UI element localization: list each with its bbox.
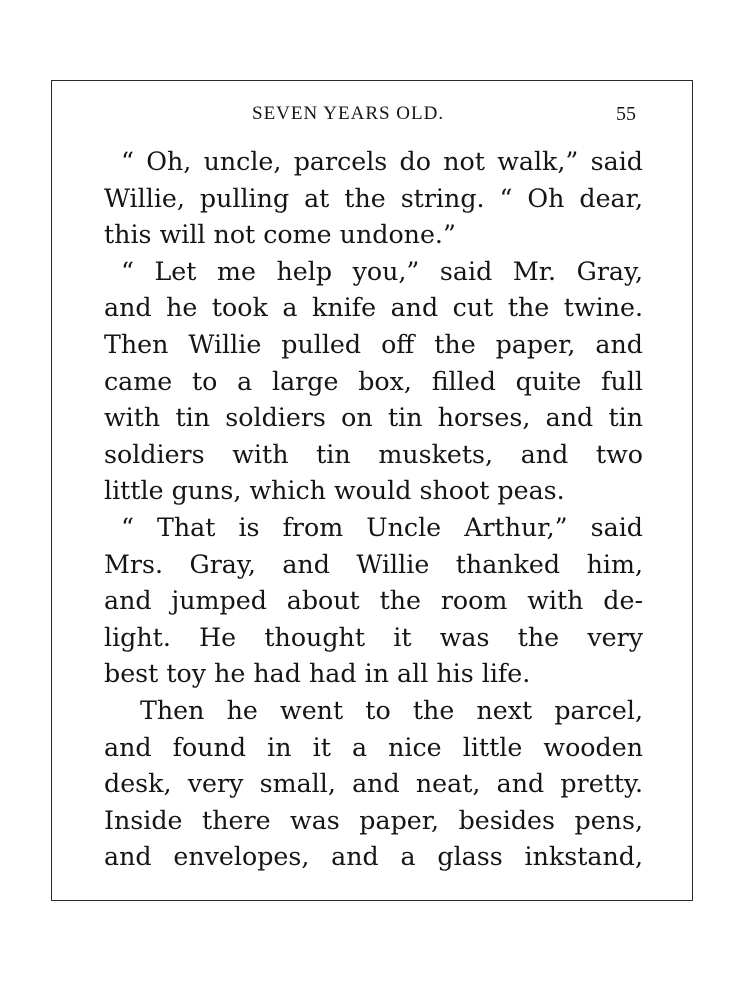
text-line: little guns, which would shoot peas.: [104, 476, 565, 506]
text-line: Then Willie pulled off the paper, and: [104, 329, 643, 359]
text-line: and found in it a nice little wooden: [104, 732, 643, 762]
text-line: “ That is from Uncle Arthur,” said: [121, 512, 643, 542]
text-line: “ Oh, uncle, parcels do not walk,” said: [121, 147, 643, 176]
paragraph: [104, 693, 643, 876]
paragraph: [104, 254, 643, 510]
paragraph: [104, 510, 643, 693]
text-line: best toy he had had in all his life.: [104, 659, 531, 689]
body-text: [104, 144, 643, 876]
text-line: this will not come undone.”: [104, 220, 456, 250]
text-line: soldiers with tin muskets, and two: [104, 439, 643, 469]
text-line: came to a large box, filled quite full: [104, 366, 643, 396]
running-title: SEVEN YEARS OLD.: [252, 103, 445, 124]
text-line: “ Let me help you,” said Mr. Gray,: [121, 256, 643, 286]
text-line: and envelopes, and a glass inkstand,: [104, 842, 643, 872]
text-line: and jumped about the room with de-: [104, 586, 643, 616]
text-line: Then he went to the next parcel,: [140, 695, 643, 725]
running-header: [0, 103, 739, 133]
text-line: and he took a knife and cut the twine.: [104, 293, 643, 323]
text-line: with tin soldiers on tin horses, and tin: [104, 403, 643, 433]
paragraph: [104, 144, 643, 254]
text-line: Willie, pulling at the string. “ Oh dear,: [104, 183, 643, 213]
text-line: desk, very small, and neat, and pretty.: [104, 769, 643, 799]
text-line: Inside there was paper, besides pens,: [104, 805, 643, 835]
page-number: 55: [616, 103, 636, 125]
text-line: light. He thought it was the very: [104, 622, 643, 652]
text-line: Mrs. Gray, and Willie thanked him,: [104, 549, 643, 579]
